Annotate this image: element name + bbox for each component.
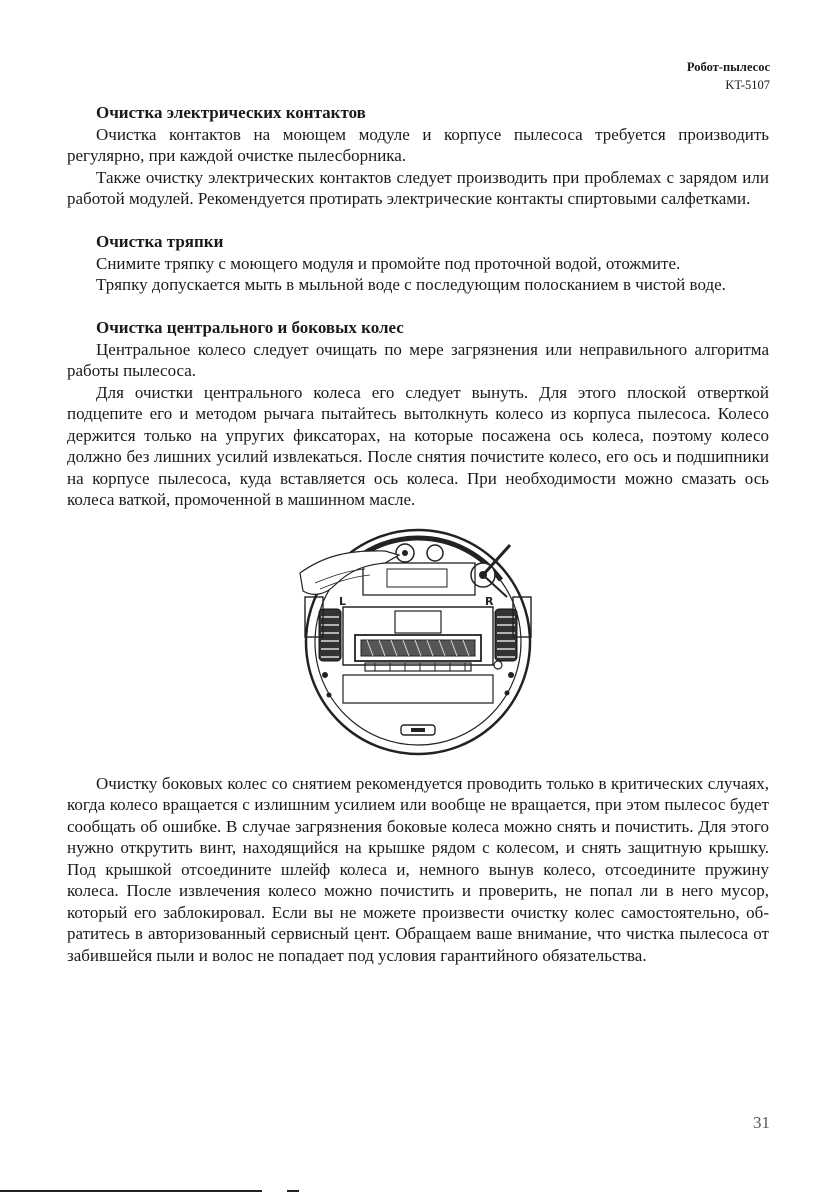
figure-label-left: L: [339, 594, 347, 608]
footer-rule: [0, 1190, 262, 1192]
page-number: 31: [753, 1113, 770, 1132]
section-heading-mop: Очистка тряпки: [96, 232, 224, 251]
paragraph: Очистка контактов на моющем модуле и корпусе пылесоса требуется производить регулярно, при каждой очистке пылесборника.: [67, 124, 769, 165]
figure-label-right: R: [485, 594, 494, 608]
paragraph: Тряпку допускается мыть в мыльной воде с последующим полосканием в чистой воде.: [96, 275, 726, 294]
paragraph: Также очистку электрических контактов следует производить при проблемах с зарядом или работой модулей. Рекомендуется протирать электрические контакты спиртовыми салфетками.: [67, 167, 769, 208]
footer-mark: [287, 1190, 299, 1192]
paragraph: Снимите тряпку с моющего модуля и промойте под проточной водой, отожмите.: [96, 253, 681, 273]
robot-underside-figure: [67, 525, 769, 759]
section-heading-contacts: Очистка электрических контактов: [96, 103, 366, 122]
paragraph: Для очистки центрального колеса его следует вынуть. Для этого плоской отверткой подцепите его и методом рычага пытайтесь вытолкнуть колесо из корпуса пылесоса. Колесо держится только на упругих фиксаторах, на которые посажена ось колеса, поэтому колесо должно без лишних усилий извлекаться. После снятия почистите колесо, его ось и подшипники на корпусе пылесоса, куда вставляется ось колеса. При необходимости можно смазать ось колеса ваткой, промоченной в машинном масле.: [67, 382, 769, 509]
robot-underside-illustration: [295, 525, 541, 759]
page-body: [67, 102, 769, 966]
paragraph: Очистку боковых колес со снятием рекомендуется проводить только в критических случаях, когда колесо вращается с излишним усилием или вообще не вращается, при этом пылесос будет сообщать об ошибке. В случае загрязнения боковые колеса можно снять и почистить. Для этого нужно открутить винт, находящийся на крышке рядом с колесом, и снять защитную крышку. Под крышкой отсоедините шлейф колеса и, немного вынув колесо, отсоедините пружину колеса. После извлечения колесо можно почистить и проверить, не попал ли в него мусор, который его заблокировал. Если вы не можете произвести очистку колес самостоятельно, обратитесь в авторизованный сервисный цент. Обращаем ваше внимание, что чистка пылесоса от забившейся пыли и волос не попадает под условия гарантийного обязательства.: [67, 773, 769, 965]
paragraph: Центральное колесо следует очищать по мере загрязнения или неправильного алгоритма работы пылесоса.: [67, 339, 769, 380]
header-title: Робот-пылесос: [686, 60, 770, 74]
running-header: [687, 58, 770, 94]
header-model: KT-5107: [725, 78, 770, 92]
section-heading-wheels: Очистка центрального и боковых колес: [96, 318, 404, 337]
